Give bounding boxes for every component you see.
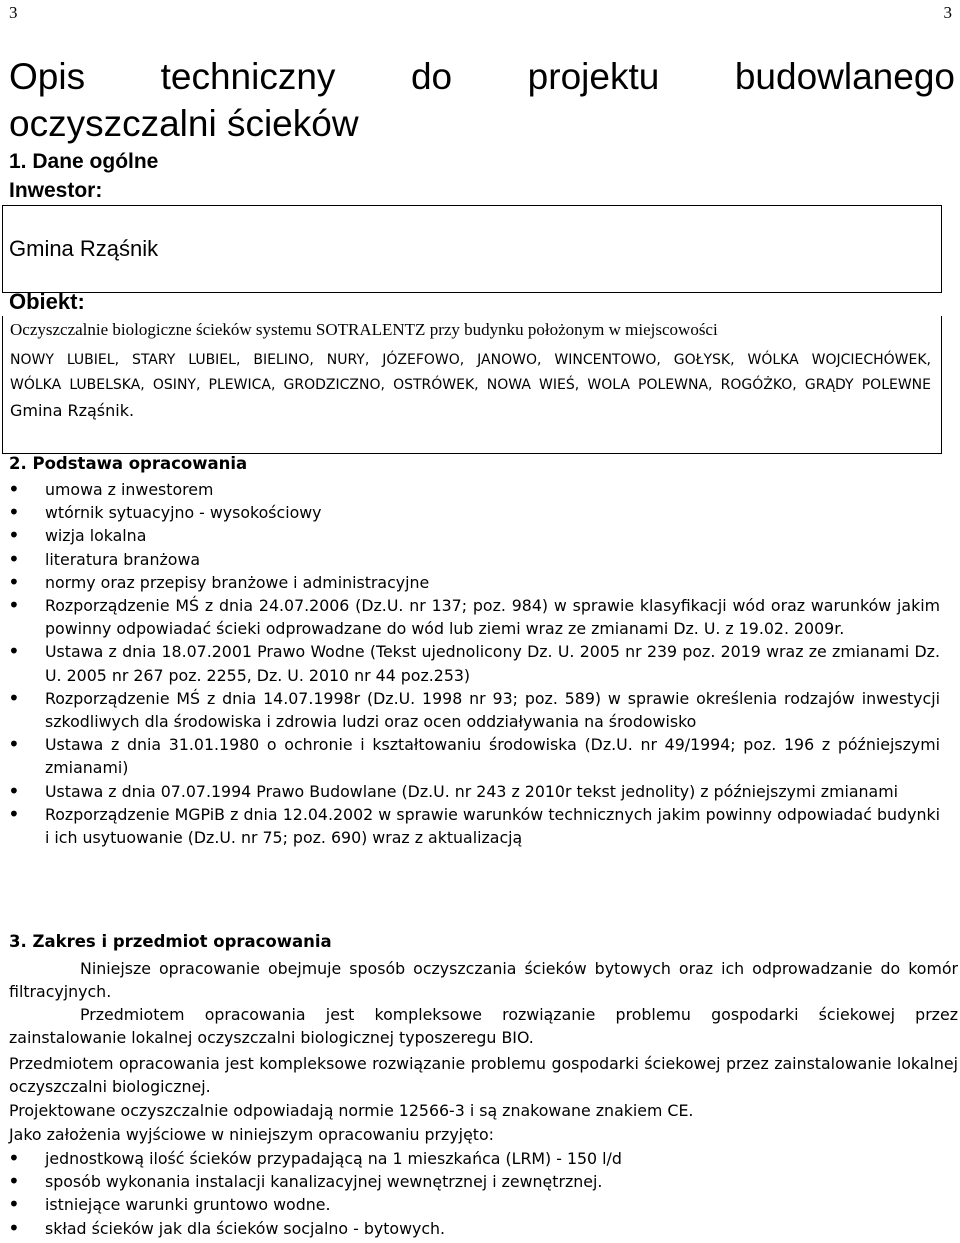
list-item: • wtórnik sytuacyjno - wysokościowy xyxy=(0,501,960,524)
object-line4: Gmina Rząśnik. xyxy=(10,401,135,420)
list-item: • skład ścieków jak dla ścieków socjalno - bytowych. xyxy=(0,1217,960,1240)
list-item: • istniejące warunki gruntowo wodne. xyxy=(0,1193,960,1216)
object-label: Obiekt: xyxy=(9,289,85,314)
object-box xyxy=(2,316,942,454)
list-item: • Ustawa z dnia 18.07.2001 Prawo Wodne (Tekst ujednolicony Dz. U. 2005 nr 239 poz. 2019 wraz ze zmianami Dz. U. 2005 nr 267 poz. 2255, Dz. U. 2010 nr 44 poz.253) xyxy=(0,640,960,686)
investor-value: Gmina Rząśnik xyxy=(9,236,159,261)
section1-heading: 1. Dane ogólne xyxy=(9,150,159,173)
page-number-right: 3 xyxy=(943,3,952,22)
investor-label: Inwestor: xyxy=(9,179,103,202)
list-item: • normy oraz przepisy branżowe i administracyjne xyxy=(0,571,960,594)
section2-heading: 2. Podstawa opracowania xyxy=(9,454,248,473)
list-item: • Ustawa z dnia 31.01.1980 o ochronie i kształtowaniu środowiska (Dz.U. nr 49/1994; poz. 196 z późniejszymi zmianami) xyxy=(0,733,960,779)
object-line2: NOWY LUBIEL, STARY LUBIEL, BIELINO, NURY, JÓZEFOWO, JANOWO, WINCENTOWO, GOŁYSK, WÓLKA WOJCIECHÓWEK, xyxy=(10,352,931,368)
list-item: • wizja lokalna xyxy=(0,524,960,547)
document-title-line1: Opis techniczny do projektu budowlanego xyxy=(9,56,955,97)
page-number-left: 3 xyxy=(9,3,18,22)
object-line1: Oczyszczalnie biologiczne ścieków systemu SOTRALENTZ przy budynku położonym w miejscowości xyxy=(10,320,718,339)
section3-paragraph-4: Projektowane oczyszczalnie odpowiadają normie 12566-3 i są znakowane znakiem CE. xyxy=(9,1101,694,1120)
investor-box xyxy=(2,205,942,293)
object-line3: WÓLKA LUBELSKA, OSINY, PLEWICA, GRODZICZNO, OSTRÓWEK, NOWA WIEŚ, WOLA POLEWNA, ROGÓŻKO, GRĄDY POLEWNE xyxy=(10,377,931,393)
list-item: • Rozporządzenie MŚ z dnia 24.07.2006 (Dz.U. nr 137; poz. 984) w sprawie klasyfikacji wód oraz warunków jakim powinny odpowiadać ścieki odprowadzane do wód lub ziemi wraz ze zmianami Dz. U. z 19.02. 2009r. xyxy=(0,594,960,640)
section2-list xyxy=(0,478,960,849)
list-item: • Ustawa z dnia 07.07.1994 Prawo Budowlane (Dz.U. nr 243 z 2010r tekst jednolity) z późniejszymi zmianami xyxy=(0,780,960,803)
document-title-line2: oczyszczalni ścieków xyxy=(9,103,359,144)
section3-paragraph-3: Przedmiotem opracowania jest kompleksowe rozwiązanie problemu gospodarki ściekowej przez zainstalowanie lokalnej oczyszczalni biologicznej. xyxy=(9,1054,958,1097)
section3-paragraph-2: Przedmiotem opracowania jest kompleksowe rozwiązanie problemu gospodarki ściekowej przez zainstalowanie lokalnej oczyszczalni biologicznej typoszeregu BIO. xyxy=(9,1005,958,1048)
section3-paragraph-5: Jako założenia wyjściowe w niniejszym opracowaniu przyjęto: xyxy=(9,1125,494,1144)
section3-heading: 3. Zakres i przedmiot opracowania xyxy=(9,932,332,951)
list-item: • Rozporządzenie MGPiB z dnia 12.04.2002 w sprawie warunków technicznych jakim powinny odpowiadać budynki i ich usytuowanie (Dz.U. nr 75; poz. 690) wraz z aktualizacją xyxy=(0,803,960,849)
section3-paragraph-1: Niniejsze opracowanie obejmuje sposób oczyszczania ścieków bytowych oraz ich odprowadzanie do komór filtracyjnych. xyxy=(9,959,958,1002)
list-item: • sposób wykonania instalacji kanalizacyjnej wewnętrznej i zewnętrznej. xyxy=(0,1170,960,1193)
list-item: • umowa z inwestorem xyxy=(0,478,960,501)
list-item: • literatura branżowa xyxy=(0,548,960,571)
list-item: • Rozporządzenie MŚ z dnia 14.07.1998r (Dz.U. 1998 nr 93; poz. 589) w sprawie określenia rodzajów inwestycji szkodliwych dla środowiska i zdrowia ludzi oraz ocen oddziaływania na środowisko xyxy=(0,687,960,733)
section3-list xyxy=(0,1147,960,1240)
list-item: • jednostkową ilość ścieków przypadającą na 1 mieszkańca (LRM) - 150 l/d xyxy=(0,1147,960,1170)
